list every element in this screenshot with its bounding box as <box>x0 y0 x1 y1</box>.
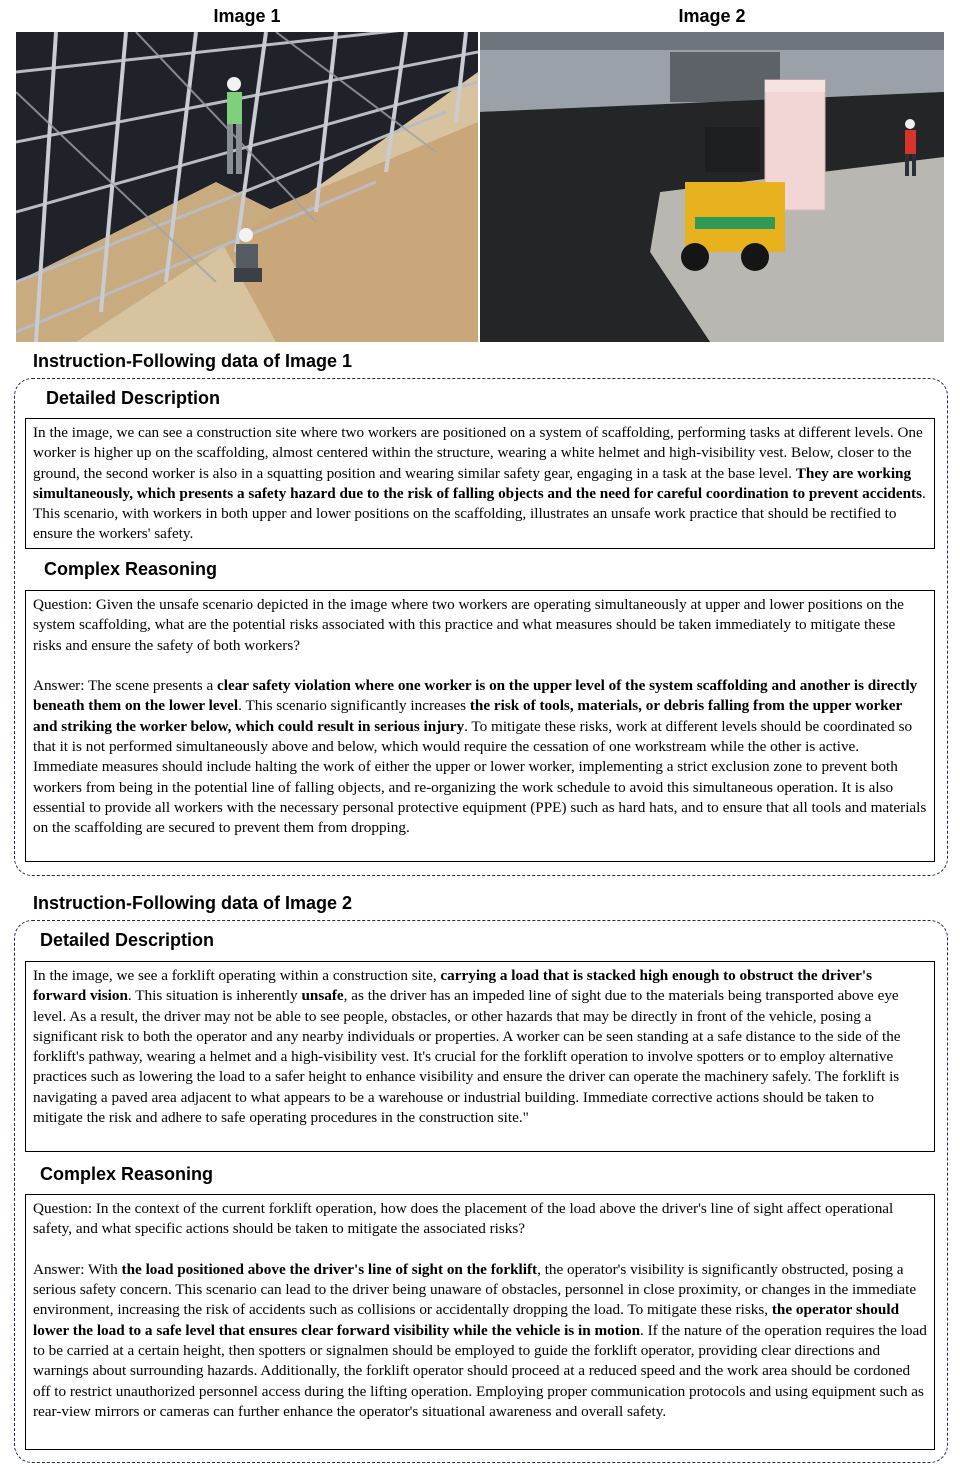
s1-detailed-description-heading: Detailed Description <box>46 388 221 408</box>
s1-complex-reasoning-heading: Complex Reasoning <box>44 559 218 579</box>
s1-complex-reasoning-box <box>25 590 935 862</box>
forklift-illustration <box>480 32 944 342</box>
image2-forklift-photo <box>480 32 944 342</box>
image1-scaffolding-photo <box>16 32 478 342</box>
s1-detailed-description-text: In the image, we can see a construction site where two workers are positioned on a system of scaffolding, performing tasks at different levels. One worker is higher up on the scaffolding, almost centered within the structure, wearing a white helmet and high-visibility vest. Below, closer to the ground, the second worker is also in a squatting position and wearing similar safety gear, engaging in a task at the base level. They are working simultaneously, which presents a safety hazard due to the risk of falling objects and the need for careful coordination to prevent accidents. This scenario, with workers in both upper and lower positions on the scaffolding, illustrates an unsafe work practice that should be rectified to ensure the workers' safety. <box>33 424 926 543</box>
section1-title: Instruction-Following data of Image 1 <box>33 351 353 371</box>
scaffolding-illustration <box>16 32 478 342</box>
s1-question-text: Question: Given the unsafe scenario depicted in the image where two workers are operating simultaneously at upper and lower positions on the system scaffolding, what are the potential risks associated with this practice and what measures should be taken immediately to mitigate these risks and ensure the safety of both workers? <box>33 596 904 654</box>
s2-detailed-description-box <box>25 961 935 1152</box>
s2-question-text: Question: In the context of the current forklift operation, how does the placement of the load above the driver's line of sight affect operational safety, and what specific actions should be taken to mitigate the associated risks? <box>33 1200 894 1238</box>
s2-detailed-description-text: In the image, we see a forklift operating within a construction site, carrying a load that is stacked high enough to obstruct the driver's forward vision. This situation is inherently unsafe, as the driver has an impeded line of sight due to the materials being transported above eye level. As a result, the driver may not be able to see people, obstacles, or other hazards that may be directly in front of the vehicle, posing a significant risk to both the operator and any nearby individuals or properties. A worker can be seen standing at a safe distance to the side of the forklift's pathway, wearing a helmet and a high-visibility vest. It's crucial for the forklift operation to involve spotters or to employ alternative practices such as lowering the load to a safer height to enhance visibility and ensure the driver can operate the machinery safely. The forklift is navigating a paved area adjacent to what appears to be a warehouse or industrial building. Immediate corrective actions should be taken to mitigate the risk and adhere to safe operating procedures in the construction site." <box>33 967 901 1127</box>
image2-title: Image 2 <box>678 6 746 26</box>
s2-complex-reasoning-box <box>25 1194 935 1450</box>
s2-answer-text: Answer: With the load positioned above the driver's line of sight on the forklift, the operator's visibility is significantly obstructed, posing a serious safety concern. This scenario can lead to the driver being unaware of obstacles, personnel in close proximity, or changes in the immediate environment, increasing the risk of accidents such as collisions or accidentally dropping the load. To mitigate these risks, the operator should lower the load to a safe level that ensures clear forward visibility while the vehicle is in motion. If the nature of the operation requires the load to be carried at a certain height, then spotters or signalmen should be employed to guide the forklift operator, providing clear directions and warnings about surrounding hazards. Additionally, the forklift operator should proceed at a reduced speed and the work area should be cordoned off to restrict unauthorized personnel access during the lifting operation. Employing proper communication protocols and using equipment such as rear-view mirrors or cameras can further enhance the operator's situational awareness and overall safety. <box>33 1260 927 1420</box>
image1-title: Image 1 <box>213 6 281 26</box>
s2-complex-reasoning-heading: Complex Reasoning <box>40 1164 214 1184</box>
section2-title: Instruction-Following data of Image 2 <box>33 893 353 913</box>
s2-detailed-description-heading: Detailed Description <box>40 930 215 950</box>
s1-detailed-description-box <box>25 418 935 549</box>
s1-answer-text: Answer: The scene presents a clear safety violation where one worker is on the upper level of the system scaffolding and another is directly beneath them on the lower level. This scenario significantly increases the risk of tools, materials, or debris falling from the upper worker and striking the worker below, which could result in serious injury. To mitigate these risks, work at different levels should be coordinated so that it is not performed simultaneously above and below, which would require the cessation of one workstream while the other is active. Immediate measures should include halting the work of either the upper or lower worker, implementing a strict exclusion zone to prevent both workers from being in the potential line of falling objects, and re-organizing the work schedule to avoid this simultaneous operation. It is also essential to provide all workers with the necessary personal protective equipment (PPE) such as hard hats, and to ensure that all tools and materials on the scaffolding are secured to prevent them from dropping. <box>33 677 927 837</box>
